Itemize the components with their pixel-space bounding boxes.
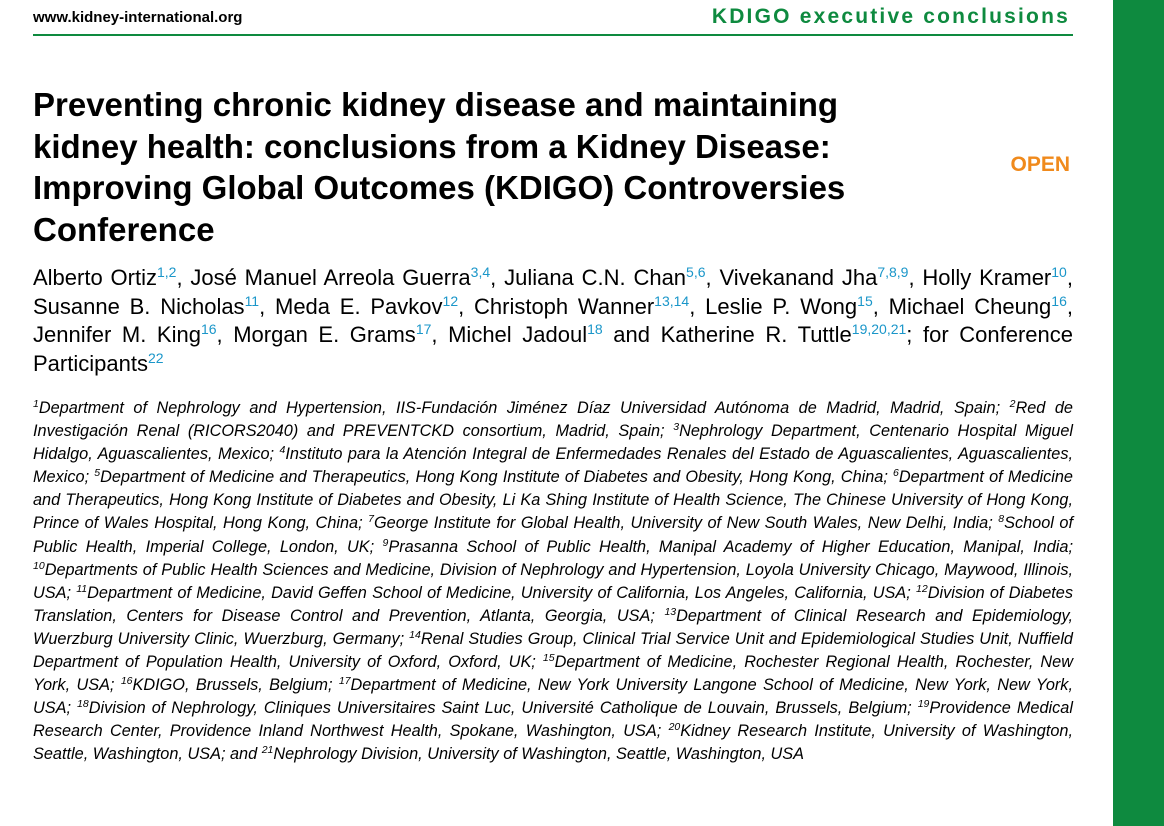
affiliation-number: 21 <box>261 744 274 757</box>
affiliation-text: George Institute for Global Health, University of New South Wales, New Delhi, India; <box>373 514 999 533</box>
affiliation-number: 12 <box>916 582 928 595</box>
affiliation-text: Prasanna School of Public Health, Manipal Academy of Higher Education, Manipal, India; <box>388 537 1073 556</box>
section-label: KDIGO executive conclusions <box>711 5 1070 28</box>
affiliation-number: 4 <box>279 444 286 457</box>
author-affiliation-ref-link[interactable]: 22 <box>147 349 164 366</box>
affiliation-text: Renal Studies Group, Clinical Trial Service Unit and Epidemiological Studies Unit, Nuffield Department of Population Health, University of Oxford, Oxford, UK; <box>33 629 1073 672</box>
affiliation-text: School of Public Health, Imperial College, London, UK; <box>33 514 1073 556</box>
journal-url-link[interactable]: www.kidney-international.org <box>33 9 243 26</box>
author-separator: , <box>1066 265 1073 290</box>
author-separator: , <box>490 265 505 290</box>
affiliation-number: 9 <box>382 536 389 549</box>
affiliation-number: 15 <box>542 652 555 665</box>
author-name: Leslie P. Wong <box>705 293 858 319</box>
author-name: Susanne B. Nicholas <box>33 293 245 319</box>
affiliation-text: Kidney Research Institute, University of Washington, Seattle, Washington, USA; and <box>33 722 1074 764</box>
author-affiliation-ref-link[interactable]: 12 <box>442 292 459 309</box>
author-affiliation-ref-link[interactable]: 7,8,9 <box>877 264 909 280</box>
affiliation-text: Department of Medicine, David Geffen School of Medicine, University of California, Los Angeles, California, USA; <box>87 583 917 602</box>
affiliation-text: Department of Medicine, Rochester Regional Health, Rochester, New York, USA; <box>33 653 1073 695</box>
author-affiliation-ref-link[interactable]: 3,4 <box>470 264 491 280</box>
author-name: Alberto Ortiz <box>33 265 157 290</box>
author-list <box>33 264 1073 378</box>
affiliation-number: 10 <box>33 559 45 572</box>
author-separator: ; for Conference <box>906 322 1073 347</box>
author-separator: , <box>431 322 449 347</box>
affiliation-number: 14 <box>409 628 421 641</box>
author-separator: , <box>872 293 889 319</box>
affiliation-text: Instituto para la Atención Integral de Enfermedades Renales del Estado de Aguascalientes, Aguascalientes, Mexico; <box>33 445 1073 487</box>
author-separator: and <box>602 322 661 347</box>
author-separator: , <box>705 265 720 290</box>
affiliation-text: Nephrology Division, University of Washington, Seattle, Washington, USA <box>273 745 804 764</box>
author-affiliation-ref-link[interactable]: 11 <box>244 292 260 309</box>
author-affiliation-ref-link[interactable]: 13,14 <box>654 292 690 309</box>
author-name: Meda E. Pavkov <box>275 293 443 319</box>
affiliation-number: 5 <box>94 467 101 480</box>
author-affiliation-ref-link[interactable]: 10 <box>1051 264 1067 280</box>
affiliation-text: Division of Nephrology, Cliniques Universitaires Saint Luc, Université Catholique de Louvain, Brussels, Belgium; <box>88 699 918 718</box>
author-affiliation-ref-link[interactable]: 5,6 <box>686 264 706 280</box>
affiliation-number: 18 <box>77 698 89 711</box>
affiliation-number: 17 <box>338 675 351 688</box>
affiliation-text: Nephrology Department, Centenario Hospital Miguel Hidalgo, Aguascalientes, Mexico; <box>33 422 1073 464</box>
affiliation-text: Division of Diabetes Translation, Centers for Disease Control and Prevention, Atlanta, Georgia, USA; <box>33 583 1073 625</box>
author-name: José Manuel Arreola Guerra <box>190 265 471 290</box>
affiliation-number: 19 <box>917 698 930 711</box>
affiliation-list <box>33 397 1073 767</box>
affiliation-text: Department of Medicine, New York University Langone School of Medicine, New York, New York, USA; <box>33 676 1073 718</box>
affiliation-text: Red de Investigación Renal (RICORS2040) and PREVENTCKD consortium, Madrid, Spain; <box>33 399 1073 441</box>
header-rule <box>33 34 1073 36</box>
author-separator: , <box>1066 293 1073 319</box>
author-affiliation-ref-link[interactable]: 15 <box>857 292 873 309</box>
affiliation-number: 13 <box>664 605 677 618</box>
affiliation-number: 16 <box>120 675 133 688</box>
author-affiliation-ref-link[interactable]: 16 <box>200 321 217 337</box>
affiliation-text: Department of Clinical Research and Epidemiology, Wuerzburg University Clinic, Wuerzburg, Germany; <box>33 606 1074 648</box>
author-affiliation-ref-link[interactable]: 19,20,21 <box>851 321 907 337</box>
author-separator: , <box>259 293 275 319</box>
affiliation-text: KDIGO, Brussels, Belgium; <box>132 676 339 695</box>
author-name: Morgan E. Grams <box>233 322 416 347</box>
affiliation-text: Department of Medicine and Therapeutics, Hong Kong Institute of Diabetes and Obesity, Hong Kong, China; <box>100 468 894 487</box>
author-name: Katherine R. Tuttle <box>660 322 852 347</box>
affiliation-number: 3 <box>673 421 680 434</box>
open-access-badge: OPEN <box>1010 153 1070 176</box>
author-name: Vivekanand Jha <box>719 265 878 290</box>
author-separator: , <box>458 293 474 319</box>
affiliation-text: Department of Medicine and Therapeutics, Hong Kong Institute of Diabetes and Obesity, Li Ka Shing Institute of Health Science, The Chinese University of Hong Kong, Prince of Wales Hospital, Hong Kong, China; <box>33 468 1073 533</box>
affiliation-number: 1 <box>33 398 39 410</box>
affiliation-number: 7 <box>368 513 374 526</box>
author-separator: , <box>176 265 191 290</box>
affiliation-number: 11 <box>76 582 88 595</box>
author-affiliation-ref-link[interactable]: 16 <box>1051 292 1067 309</box>
author-separator: , <box>216 322 234 347</box>
author-name: Juliana C.N. Chan <box>504 265 687 290</box>
author-name: Michael Cheung <box>888 293 1052 319</box>
affiliation-text: Providence Medical Research Center, Providence Inland Northwest Health, Spokane, Washington, USA; <box>33 699 1073 741</box>
author-name: Christoph Wanner <box>474 293 655 319</box>
affiliation-number: 2 <box>1009 398 1016 410</box>
affiliation-number: 20 <box>668 721 681 734</box>
author-affiliation-ref-link[interactable]: 1,2 <box>156 264 177 280</box>
green-side-bar <box>1113 0 1164 826</box>
affiliation-number: 8 <box>998 513 1005 526</box>
author-name: Participants <box>33 350 148 376</box>
article-title: Preventing chronic kidney disease and maintaining kidney health: conclusions from a Kidney Disease: Improving Global Outcomes (KDIGO) Controversies Conference <box>33 86 846 248</box>
affiliation-number: 6 <box>893 467 899 480</box>
author-name: Jennifer M. King <box>33 322 201 347</box>
author-separator: , <box>908 265 923 290</box>
author-separator: , <box>689 293 706 319</box>
author-affiliation-ref-link[interactable]: 17 <box>415 321 432 337</box>
affiliation-text: Department of Nephrology and Hypertension, IIS-Fundación Jiménez Díaz Universidad Autónoma de Madrid, Madrid, Spain; <box>38 399 1010 417</box>
affiliation-text: Departments of Public Health Sciences and Medicine, Division of Nephrology and Hypertension, Loyola University Chicago, Maywood, Illinois, USA; <box>33 560 1073 602</box>
author-name: Michel Jadoul <box>448 322 588 347</box>
author-name: Holly Kramer <box>922 265 1052 290</box>
author-affiliation-ref-link[interactable]: 18 <box>587 321 603 337</box>
